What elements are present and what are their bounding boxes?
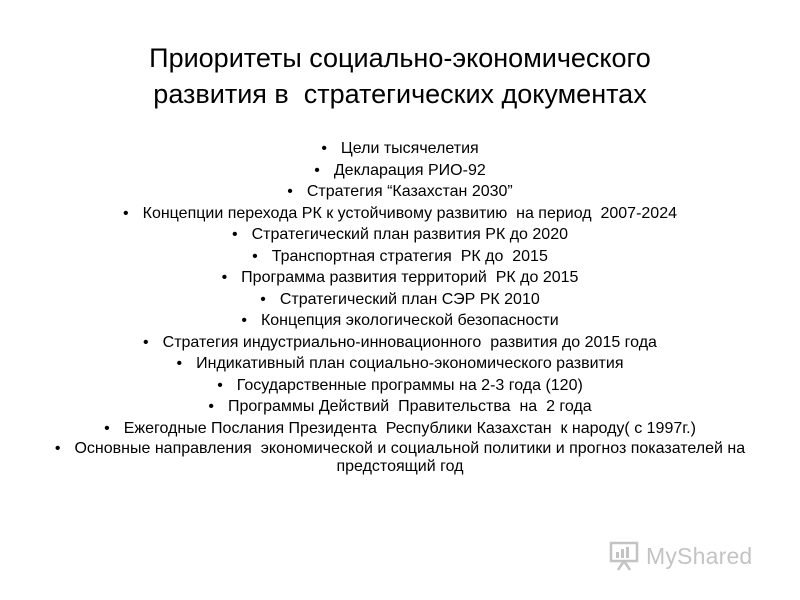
bullet-dot: • <box>252 247 258 265</box>
bullet-text: Концепция экологической безопасности <box>260 312 559 329</box>
bullet-text: Программа развития территорий РК до 2015 <box>241 269 579 286</box>
bullet-text: Декларация РИО-92 <box>333 161 486 179</box>
bullet-text: Стратегический план СЭР РК 2010 <box>279 290 540 308</box>
bullet-item <box>40 440 760 476</box>
bullet-list <box>40 138 760 476</box>
bullet-dot: • <box>143 333 149 351</box>
bullet-text: Концепции перехода РК к устойчивому развитию на период 2007-2024 <box>142 204 677 222</box>
bullet-dot: • <box>217 376 223 394</box>
bullet-text: Ежегодные Послания Президента Республики Казахстан к народу( с 1997г.) <box>123 419 696 437</box>
bullet-dot: • <box>221 269 228 286</box>
bullet-dot: • <box>314 161 320 179</box>
bullet-text: Транспортная стратегия РК до 2015 <box>271 247 548 265</box>
bullet-text: Цели тысячелетия <box>340 140 479 157</box>
bullet-dot: • <box>260 290 266 308</box>
slide-title-line-1: Приоритеты социально-экономического <box>149 43 651 73</box>
bullet-text: Стратегия “Казахстан 2030” <box>306 183 513 200</box>
myshared-watermark <box>608 538 768 574</box>
bullet-item <box>40 375 760 397</box>
bullet-item <box>40 203 760 225</box>
presentation-board-icon <box>608 540 640 572</box>
bullet-item <box>40 353 760 375</box>
bullet-item <box>40 420 760 438</box>
bullet-item <box>40 138 760 160</box>
bullet-dot: • <box>176 355 183 372</box>
bullet-dot: • <box>208 398 214 415</box>
bullet-dot: • <box>321 140 327 157</box>
bullet-text: Стратегический план развития РК до 2020 <box>251 226 568 243</box>
bullet-item <box>40 396 760 418</box>
bullet-dot: • <box>287 183 293 200</box>
bullet-item <box>40 332 760 354</box>
slide-title-line-2: развития в стратегических документах <box>153 79 647 109</box>
bullet-dot: • <box>104 419 110 437</box>
bullet-item <box>40 224 760 246</box>
bullet-text: Стратегия индустриально-инновационного развития до 2015 года <box>162 333 657 351</box>
watermark-text: MyShared <box>646 543 753 569</box>
bullet-item <box>40 310 760 332</box>
slide-title <box>40 40 760 112</box>
bullet-item <box>40 289 760 311</box>
bullet-dot: • <box>123 204 129 222</box>
bullet-item <box>40 160 760 182</box>
bullet-text: Государственные программы на 2-3 года (120) <box>236 376 583 394</box>
bullet-dot: • <box>232 226 238 243</box>
bullet-text: Программы Действий Правительства на 2 года <box>227 398 592 415</box>
bullet-item <box>40 246 760 268</box>
bullet-item <box>40 181 760 203</box>
bullet-text: Индикативный план социально-экономического развития <box>196 355 624 372</box>
bullet-dot: • <box>54 439 61 457</box>
bullet-item <box>40 267 760 289</box>
bullet-dot: • <box>241 312 247 329</box>
bullet-text: Основные направления экономической и социальной политики и прогноз показателей на предстоящий год <box>74 439 750 475</box>
